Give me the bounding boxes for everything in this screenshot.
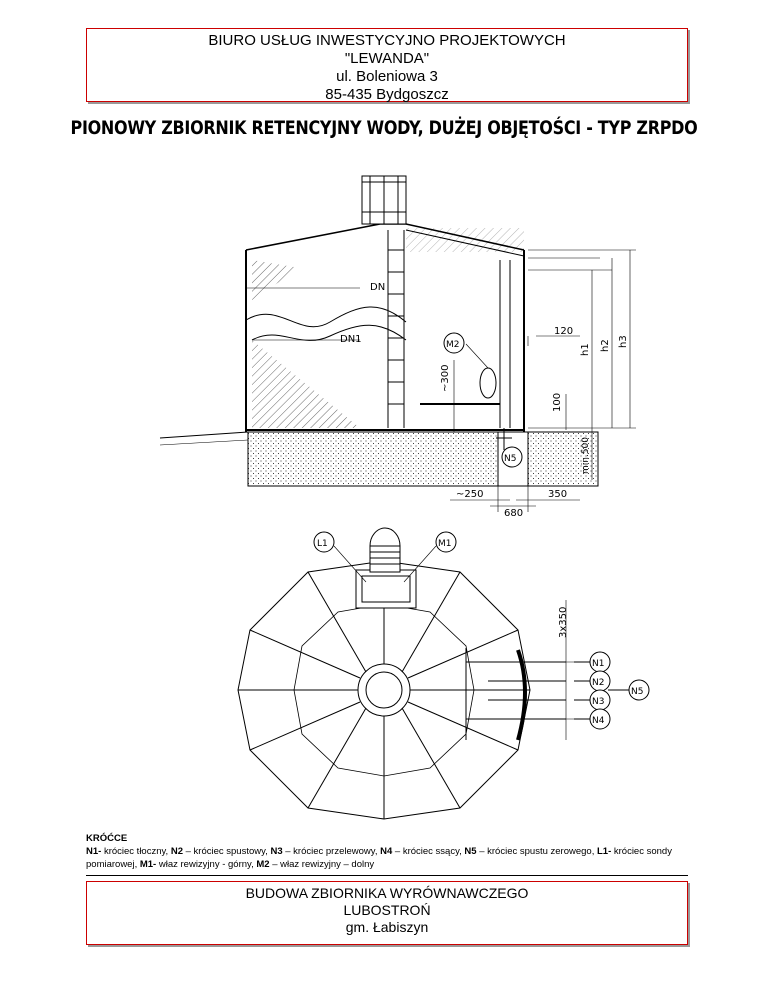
legend-text: – króciec spustowy,	[182, 846, 271, 857]
legend-text: – króciec przelewowy,	[282, 846, 381, 857]
header-line1: BIURO USŁUG INWESTYCYJNO PROJEKTOWYCH	[208, 32, 566, 49]
label-m2: M2	[446, 340, 460, 350]
label-min500: min.500	[581, 436, 591, 474]
legend-code: N3	[270, 846, 283, 857]
legend-code: N4	[380, 846, 393, 857]
label-350: 350	[548, 489, 568, 500]
legend-code: N5	[464, 846, 477, 857]
label-dn1: DN1	[340, 334, 362, 345]
footer-line1: BUDOWA ZBIORNIKA WYRÓWNAWCZEGO	[245, 885, 529, 901]
label-n5-section: N5	[504, 454, 517, 464]
label-100: 100	[552, 392, 563, 412]
legend-text: króciec sondy pomiarowej,	[86, 846, 672, 870]
legend-heading: KRÓĆCE	[86, 833, 128, 844]
label-n1: N1	[592, 659, 605, 669]
page-title: PIONOWY ZBIORNIK RETENCYJNY WODY, DUŻEJ OBJĘTOŚCI - TYP ZRPDO	[70, 116, 698, 139]
legend-body	[86, 845, 692, 871]
tank-plan-drawing	[220, 520, 644, 830]
nozzle-legend	[86, 832, 692, 871]
label-680: 680	[504, 508, 524, 519]
header-box	[86, 28, 688, 102]
legend-text: – króciec spustu zerowego,	[476, 846, 597, 857]
footer-box	[86, 881, 688, 945]
label-h3: h3	[618, 335, 629, 348]
label-m1: M1	[438, 539, 452, 549]
label-3x350: 3x350	[558, 606, 569, 638]
label-n4: N4	[592, 716, 605, 726]
legend-code: M2	[256, 859, 270, 870]
legend-code: M1-	[139, 859, 157, 870]
legend-code: N2	[170, 846, 183, 857]
label-dn: DN	[370, 282, 386, 293]
header-line2: "LEWANDA"	[344, 50, 430, 67]
legend-code: L1-	[596, 846, 612, 857]
label-n3: N3	[592, 697, 605, 707]
label-300: ~300	[440, 364, 451, 392]
label-n2: N2	[592, 678, 605, 688]
legend-text: właz rewizyjny - górny,	[156, 859, 257, 870]
header-line3: ul. Boleniowa 3	[336, 68, 438, 85]
label-l1: L1	[317, 539, 328, 549]
legend-text: – króciec ssący,	[392, 846, 465, 857]
label-120: 120	[554, 326, 574, 337]
label-250: ~250	[456, 489, 484, 500]
label-n5-plan: N5	[631, 687, 644, 697]
footer-line3: gm. Łabiszyn	[345, 919, 429, 935]
footer-line2: LUBOSTROŃ	[343, 902, 431, 918]
header-line4: 85-435 Bydgoszcz	[325, 86, 449, 103]
legend-text: – właz rewizyjny – dolny	[269, 859, 375, 870]
legend-text: króciec tłoczny,	[101, 846, 171, 857]
tank-section-drawing	[150, 160, 650, 520]
divider	[86, 875, 688, 876]
label-h2: h2	[600, 339, 611, 352]
legend-code: N1-	[86, 846, 102, 857]
label-h1: h1	[580, 343, 591, 356]
